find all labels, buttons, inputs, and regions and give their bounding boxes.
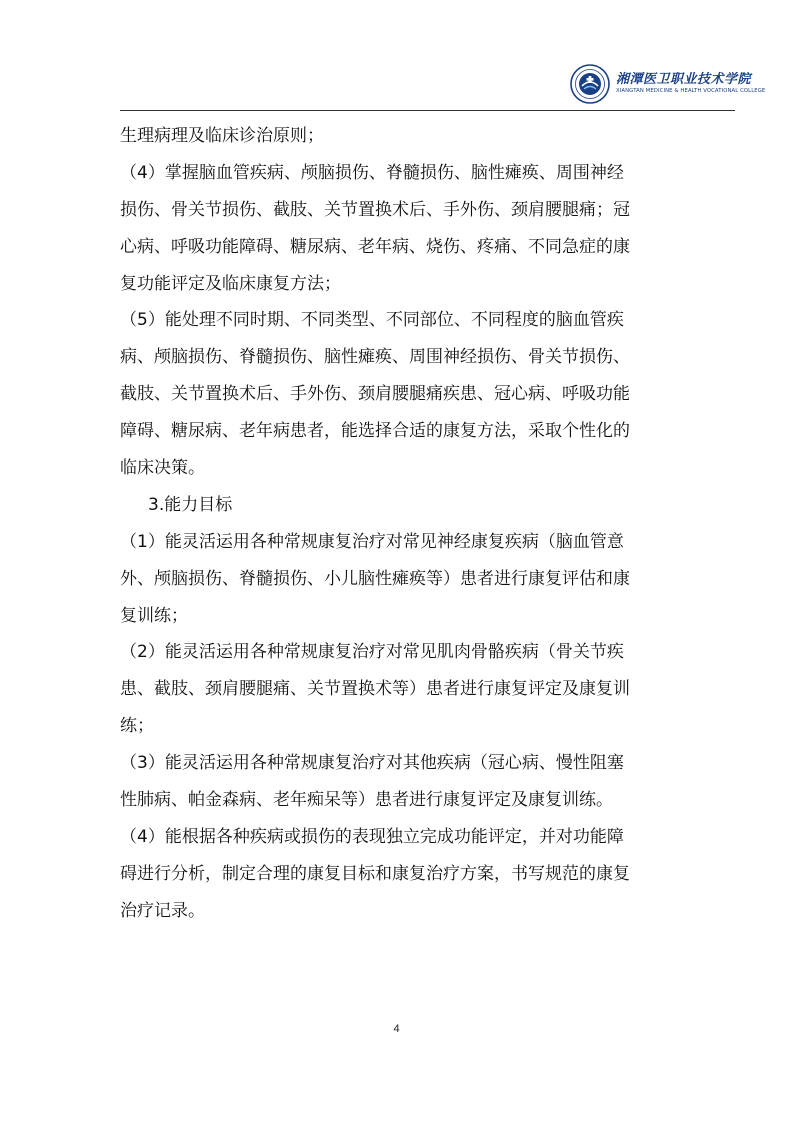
text-line: （1）能灵活运用各种常规康复治疗对常见神经康复疾病（脑血管意 <box>120 531 624 552</box>
text-line: （2）能灵活运用各种常规康复治疗对常见肌肉骨骼疾病（骨关节疾 <box>120 642 624 663</box>
text-line: 外、颅脑损伤、脊髓损伤、小儿脑性瘫痪等）患者进行康复评估和康 <box>120 568 630 589</box>
text-line: （3）能灵活运用各种常规康复治疗对其他疾病（冠心病、慢性阻塞 <box>120 753 624 774</box>
text-line: 临床决策。 <box>120 458 205 479</box>
text-line: 性肺病、帕金森病、老年痴呆等）患者进行康复评定及康复训练。 <box>120 790 613 811</box>
text-line: 截肢、关节置换术后、手外伤、颈肩腰腿痛疾患、冠心病、呼吸功能 <box>120 384 630 405</box>
text-line: 复训练； <box>120 605 188 626</box>
text-line: 复功能评定及临床康复方法； <box>120 273 341 294</box>
college-name-en: XIANGTAN MEDICINE & HEALTH VOCATIONAL COLLEGE <box>616 88 766 94</box>
text-line: 障碍、糖尿病、老年病患者，能选择合适的康复方法，采取个性化的 <box>120 421 630 442</box>
document-body <box>120 118 695 930</box>
text-line: （4）掌握脑血管疾病、颅脑损伤、脊髓损伤、脑性瘫痪、周围神经 <box>120 162 624 183</box>
text-line: （4）能根据各种疾病或损伤的表现独立完成功能评定，并对功能障 <box>120 826 624 847</box>
college-name-cn: 湘潭医卫职业技术学院 <box>616 72 752 87</box>
header-divider <box>120 110 735 111</box>
college-logo <box>570 64 766 104</box>
text-line: 损伤、骨关节损伤、截肢、关节置换术后、手外伤、颈肩腰腿痛；冠 <box>120 199 630 220</box>
text-line: 练； <box>120 716 154 737</box>
text-line: 心病、呼吸功能障碍、糖尿病、老年病、烧伤、疼痛、不同急症的康 <box>120 236 630 257</box>
text-line: 患、截肢、颈肩腰腿痛、关节置换术等）患者进行康复评定及康复训 <box>120 679 630 700</box>
college-seal-icon <box>570 64 610 104</box>
text-line: 生理病理及临床诊治原则； <box>120 126 324 146</box>
section-heading: 3.能力目标 <box>148 494 233 515</box>
text-line: 碍进行分析，制定合理的康复目标和康复治疗方案，书写规范的康复 <box>120 863 630 884</box>
text-line: 治疗记录。 <box>120 900 205 921</box>
text-line: 病、颅脑损伤、脊髓损伤、脑性瘫痪、周围神经损伤、骨关节损伤、 <box>120 347 630 368</box>
page-number: 4 <box>393 1023 400 1035</box>
text-line: （5）能处理不同时期、不同类型、不同部位、不同程度的脑血管疾 <box>120 310 624 331</box>
